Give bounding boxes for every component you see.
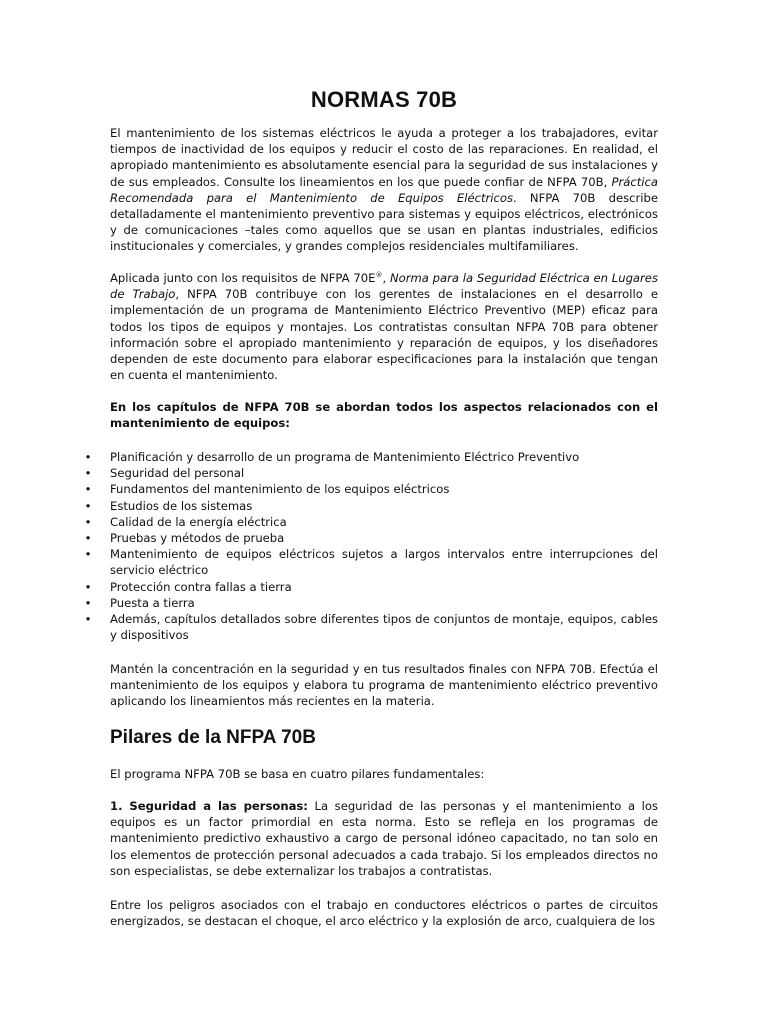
list-item [83,449,658,465]
intro-text-end: . NFPA 70B describe detalladamente el mantenimiento preventivo para sistemas y equipos eléctricos, electrónicos y de comunicaciones –tales como aquellos que se usan en plantas industriales, edificios institucionales y comerciales, y grandes complejos residenciales multifamiliares. [110,190,658,254]
bullet-icon: • [84,547,92,562]
intro-italic-title: Práctica Recomendada para el Mantenimiento de Equipos Eléctricos [110,174,658,205]
bullet-icon: • [84,595,92,610]
list-item-text: Además, capítulos detallados sobre diferentes tipos de conjuntos de montaje, equipos, cables y dispositivos [110,612,658,643]
list-item-text: Protección contra fallas a tierra [110,579,292,594]
pilar-1-text: La seguridad de las personas y el mantenimiento a los equipos es un factor primordial en esta norma. Esto se refleja en los programas de mantenimiento predictivo exhaustivo a cargo de personal idóneo capacitado, no tan solo en los elementos de protección personal adecuados a cada trabajo. Si los empleados directos no son especialistas, se debe externalizar los trabajos a contratistas. [110,799,658,878]
list-item-text: Estudios de los sistemas [110,498,253,513]
pilar-1-label: 1. Seguridad a las personas: [110,799,308,813]
pilares-intro-paragraph: El programa NFPA 70B se basa en cuatro pilares fundamentales: [110,767,485,781]
page-title: NORMAS 70B [310,87,458,112]
list-item [83,579,658,595]
bullet-icon: • [84,514,92,529]
intro-paragraph [110,125,658,255]
section-heading-pilares: Pilares de la NFPA 70B [110,727,316,748]
nfpa70e-comma: , [382,271,390,285]
list-item [83,530,658,546]
intro-text-start: El mantenimiento de los sistemas eléctricos le ayuda a proteger a los trabajadores, evitar tiempos de inactividad de los equipos y reducir el costo de las reparaciones. En realidad, el apropiado mantenimiento es absolutamente esencial para la seguridad de sus instalaciones y de sus empleados. Consulte los lineamientos en los que puede confiar de NFPA 70B, [110,126,658,189]
bullet-icon: • [84,450,92,464]
list-item-text: Mantenimiento de equipos eléctricos sujetos a largos intervalos entre interrupciones del servicio eléctrico [110,547,658,578]
registered-mark: ® [375,271,383,280]
bullet-icon: • [84,482,92,497]
list-item-text: Seguridad del personal [110,466,245,481]
nfpa70e-text-end: , NFPA 70B contribuye con los gerentes de instalaciones en el desarrollo e implementación de un programa de Mantenimiento Eléctrico Preventivo (MEP) eficaz para todos los tipos de equipos y montajes. Los contratistas consultan NFPA 70B para obtener información sobre el apropiado mantenimiento y reparación de equipos, y los diseñadores dependen de este documento para elaborar especificaciones para la instalación que tengan en cuenta el mantenimiento. [110,287,658,383]
nfpa70e-italic-title: Norma para la Seguridad Eléctrica en Lugares de Trabajo [110,271,658,302]
list-item-text: Fundamentos del mantenimiento de los equipos eléctricos [110,482,450,497]
focus-paragraph: Mantén la concentración en la seguridad y en tus resultados finales con NFPA 70B. Efectúa el mantenimiento de los equipos y elabora tu programa de mantenimiento eléctrico preventivo aplicando los lineamientos más recientes en la materia. [110,662,658,709]
chapters-lead-paragraph: En los capítulos de NFPA 70B se abordan todos los aspectos relacionados con el mantenimiento de equipos: [110,400,658,431]
list-item [83,481,658,497]
list-item [83,546,658,578]
hazards-paragraph: Entre los peligros asociados con el trabajo en conductores eléctricos o partes de circuitos energizados, se destacan el choque, el arco eléctrico y la explosión de arco, cualquiera de los [110,898,658,929]
nfpa70e-text-start: Aplicada junto con los requisitos de NFPA 70E [110,271,376,285]
list-item-text: Puesta a tierra [110,595,195,610]
list-item [83,514,658,530]
bullet-icon: • [84,612,92,627]
bullet-icon: • [84,466,92,481]
list-item-text: Calidad de la energía eléctrica [110,514,287,529]
list-item [83,611,658,643]
list-item [83,465,658,481]
nfpa70e-paragraph [110,270,658,383]
bullet-icon: • [84,531,92,546]
bullet-icon: • [84,498,92,513]
bullet-icon: • [84,579,92,594]
list-item-text: Pruebas y métodos de prueba [110,531,285,546]
list-item-text: Planificación y desarrollo de un programa de Mantenimiento Eléctrico Preventivo [110,450,580,464]
pilar-1-paragraph [110,798,658,879]
chapters-bullet-list [83,449,658,643]
list-item [83,498,658,514]
list-item [83,595,658,611]
